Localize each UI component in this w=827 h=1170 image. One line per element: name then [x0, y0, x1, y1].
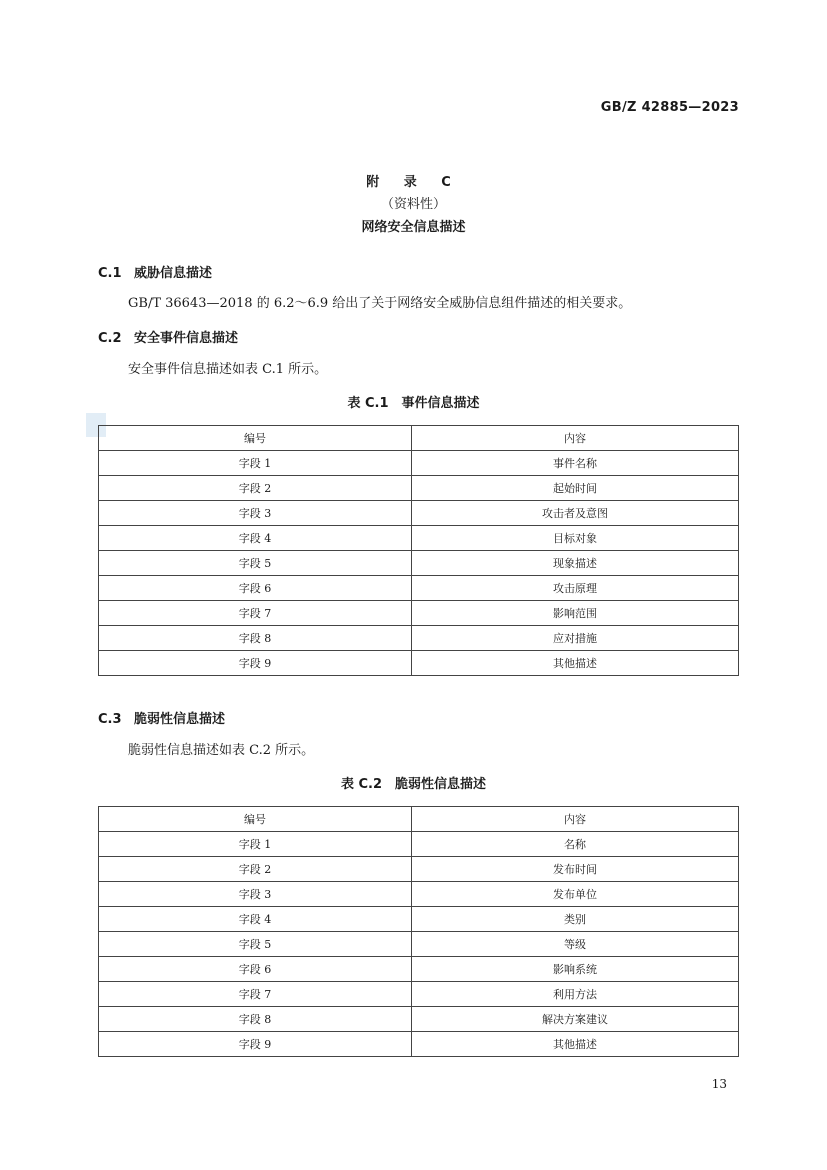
field-content-cell: 目标对象: [412, 526, 739, 551]
section-title: 威胁信息描述: [134, 266, 213, 281]
table-row: [99, 476, 739, 501]
field-content-cell: 攻击者及意图: [412, 501, 739, 526]
field-content-cell: 影响范围: [412, 601, 739, 626]
table-row: [99, 576, 739, 601]
table-row: [99, 857, 739, 882]
column-header: 内容: [412, 807, 739, 832]
table-row: [99, 526, 739, 551]
table-header-row: [99, 426, 739, 451]
field-content-cell: 事件名称: [412, 451, 739, 476]
field-number-cell: 字段 2: [99, 857, 412, 882]
table-row: [99, 1032, 739, 1057]
table-row: [99, 932, 739, 957]
section-heading-c3: [98, 708, 225, 727]
field-content-cell: 等级: [412, 932, 739, 957]
field-number-cell: 字段 6: [99, 957, 412, 982]
section-c1-text: GB/T 36643—2018 的 6.2～6.9 给出了关于网络安全威胁信息组件描述的相关要求。: [128, 296, 632, 311]
field-number-cell: 字段 5: [99, 551, 412, 576]
table1-caption: 表 C.1 事件信息描述: [347, 396, 480, 411]
section-number: C.1: [98, 266, 122, 281]
field-content-cell: 起始时间: [412, 476, 739, 501]
appendix-type: （资料性）: [380, 197, 446, 212]
field-content-cell: 发布时间: [412, 857, 739, 882]
page-number: 13: [711, 1077, 727, 1091]
table-row: [99, 832, 739, 857]
field-number-cell: 字段 9: [99, 1032, 412, 1057]
section-c3-text: 脆弱性信息描述如表 C.2 所示。: [128, 743, 315, 758]
field-content-cell: 名称: [412, 832, 739, 857]
table2-body: [99, 832, 739, 1057]
section-c2-text: 安全事件信息描述如表 C.1 所示。: [128, 362, 328, 377]
table-row: [99, 501, 739, 526]
section-title: 脆弱性信息描述: [134, 712, 226, 727]
field-content-cell: 其他描述: [412, 651, 739, 676]
table-row: [99, 982, 739, 1007]
field-number-cell: 字段 3: [99, 882, 412, 907]
field-content-cell: 应对措施: [412, 626, 739, 651]
field-number-cell: 字段 4: [99, 907, 412, 932]
table2-caption: 表 C.2 脆弱性信息描述: [340, 777, 487, 792]
field-number-cell: 字段 8: [99, 1007, 412, 1032]
section-heading-c1: [98, 262, 212, 281]
field-number-cell: 字段 3: [99, 501, 412, 526]
appendix-title: 网络安全信息描述: [361, 220, 466, 235]
field-number-cell: 字段 9: [99, 651, 412, 676]
field-content-cell: 类别: [412, 907, 739, 932]
table-row: [99, 651, 739, 676]
field-number-cell: 字段 1: [99, 832, 412, 857]
section-title: 安全事件信息描述: [134, 331, 239, 346]
section-number: C.2: [98, 331, 122, 346]
field-content-cell: 其他描述: [412, 1032, 739, 1057]
section-heading-c2: [98, 327, 238, 346]
table-row: [99, 907, 739, 932]
table-row: [99, 882, 739, 907]
field-number-cell: 字段 7: [99, 982, 412, 1007]
table1-body: [99, 451, 739, 676]
field-content-cell: 发布单位: [412, 882, 739, 907]
standard-code: GB/Z 42885—2023: [600, 100, 739, 115]
field-number-cell: 字段 8: [99, 626, 412, 651]
section-number: C.3: [98, 712, 122, 727]
field-number-cell: 字段 5: [99, 932, 412, 957]
field-number-cell: 字段 4: [99, 526, 412, 551]
event-info-table: [98, 425, 739, 676]
appendix-label: 附 录 C: [366, 175, 461, 190]
table-row: [99, 1007, 739, 1032]
vulnerability-info-table: [98, 806, 739, 1057]
field-number-cell: 字段 2: [99, 476, 412, 501]
table-row: [99, 551, 739, 576]
table-row: [99, 601, 739, 626]
field-content-cell: 利用方法: [412, 982, 739, 1007]
field-number-cell: 字段 6: [99, 576, 412, 601]
field-content-cell: 解决方案建议: [412, 1007, 739, 1032]
table-header-row: [99, 807, 739, 832]
table-row: [99, 451, 739, 476]
field-content-cell: 现象描述: [412, 551, 739, 576]
column-header: 内容: [412, 426, 739, 451]
field-content-cell: 影响系统: [412, 957, 739, 982]
column-header: 编号: [99, 807, 412, 832]
table-row: [99, 957, 739, 982]
column-header: 编号: [99, 426, 412, 451]
table-row: [99, 626, 739, 651]
field-number-cell: 字段 7: [99, 601, 412, 626]
field-number-cell: 字段 1: [99, 451, 412, 476]
field-content-cell: 攻击原理: [412, 576, 739, 601]
